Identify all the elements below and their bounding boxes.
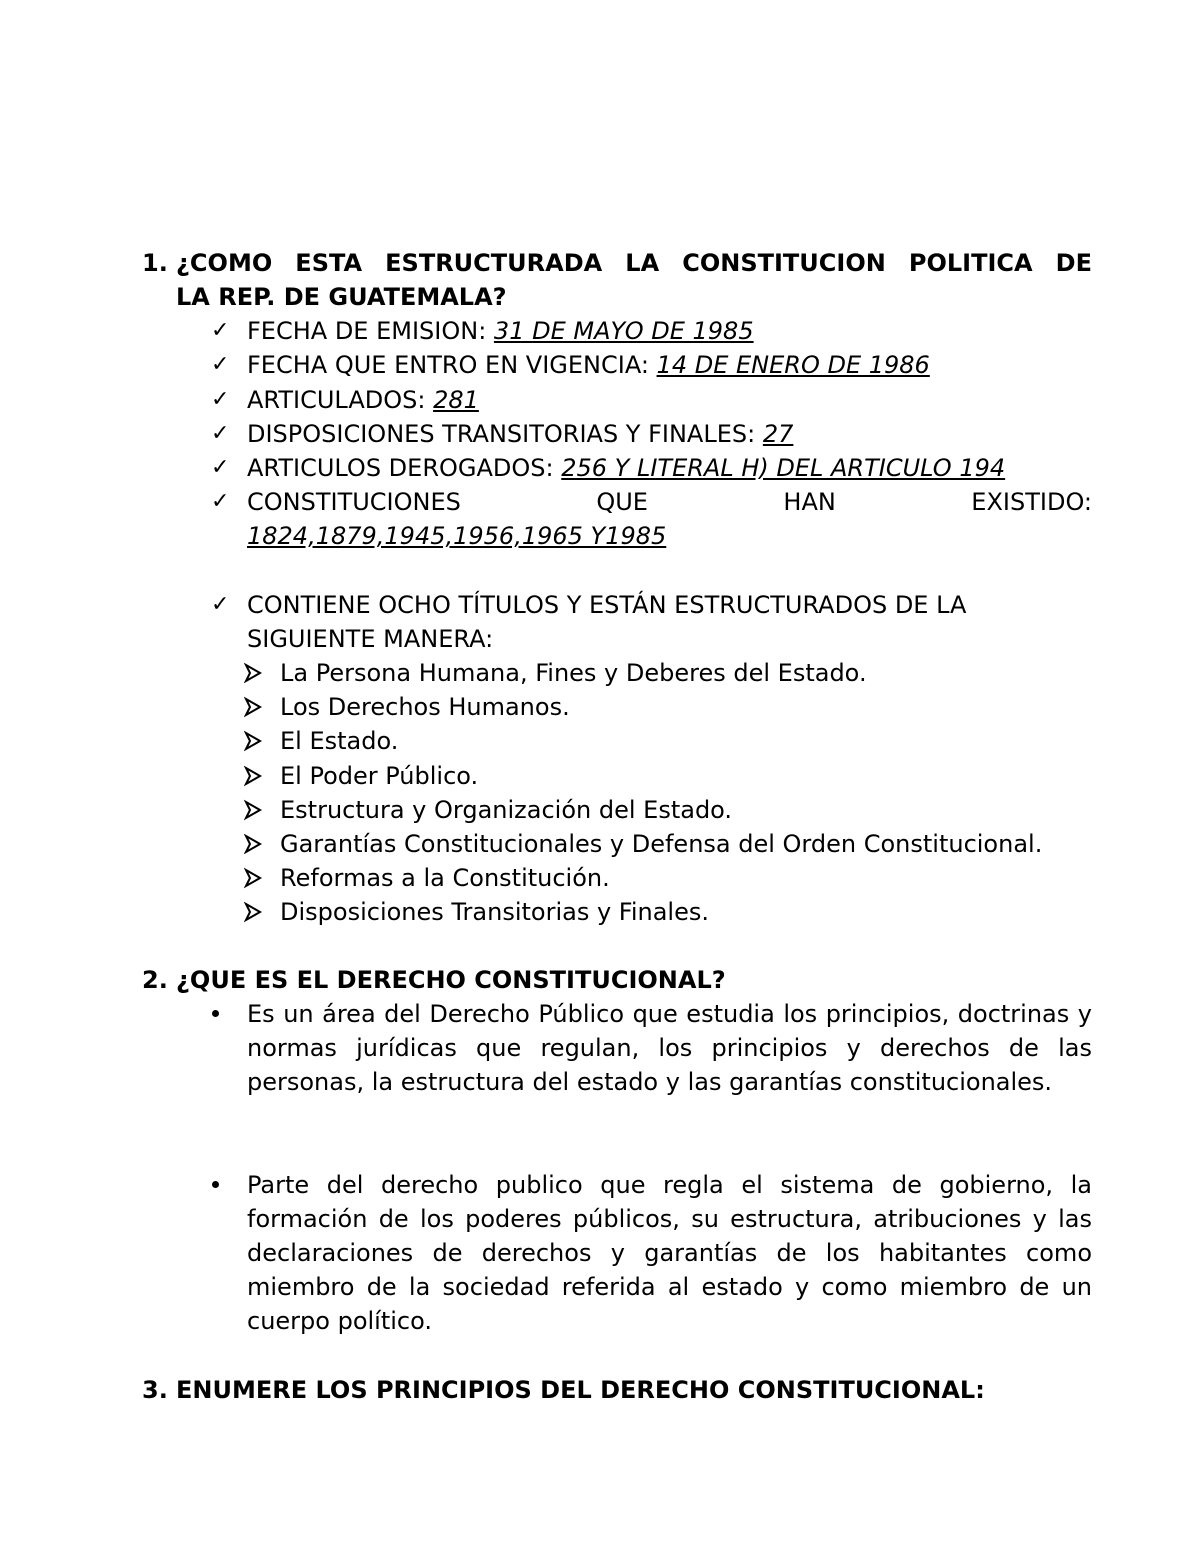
item-fecha-vigencia [247, 348, 930, 382]
item-label: DISPOSICIONES TRANSITORIAS Y FINALES: [247, 420, 763, 448]
title-list-item: Reformas a la Constitución. [280, 864, 610, 892]
check-icon: ✓ [211, 387, 230, 412]
item-value: 281 [433, 386, 479, 414]
q1-number: 1. [142, 249, 168, 277]
arrow-bullet-icon [244, 690, 262, 724]
q3-title: ENUMERE LOS PRINCIPIOS DEL DERECHO CONSTITUCIONAL: [176, 1376, 985, 1404]
item-constituciones-label: CONSTITUCIONES QUE HAN EXISTIDO: [247, 488, 1092, 516]
arrow-bullet-icon [244, 759, 262, 793]
check-icon: ✓ [211, 421, 230, 446]
check-icon: ✓ [211, 318, 230, 343]
item-value: 31 DE MAYO DE 1985 [493, 317, 754, 345]
item-label: ARTICULADOS: [247, 386, 434, 414]
contains-line1: CONTIENE OCHO TÍTULOS Y ESTÁN ESTRUCTURADOS DE LA [247, 591, 967, 619]
arrow-bullet-icon [244, 827, 262, 861]
title-list-item: Garantías Constitucionales y Defensa del Orden Constitucional. [280, 830, 1043, 858]
title-list-item: Los Derechos Humanos. [280, 693, 570, 721]
item-value: 14 DE ENERO DE 1986 [656, 351, 930, 379]
arrow-bullet-icon [244, 895, 262, 929]
definition-1: Es un área del Derecho Público que estudia los principios, doctrinas y normas jurídicas que regulan, los principios y derechos de las personas, la estructura del estado y las garantías constitucionales. [247, 1000, 1092, 1096]
item-label: FECHA DE EMISION: [247, 317, 494, 345]
arrow-bullet-icon [244, 861, 262, 895]
item-label: FECHA QUE ENTRO EN VIGENCIA: [247, 351, 657, 379]
bullet-icon [212, 1010, 219, 1017]
q3-number: 3. [142, 1376, 168, 1404]
contains-line2: SIGUIENTE MANERA: [247, 625, 494, 653]
item-label: ARTICULOS DEROGADOS: [247, 454, 562, 482]
item-value: 256 Y LITERAL H) DEL ARTICULO 194 [561, 454, 1006, 482]
q2-title: ¿QUE ES EL DERECHO CONSTITUCIONAL? [176, 966, 726, 994]
check-icon: ✓ [211, 352, 230, 377]
q1-title-line2: LA REP. DE GUATEMALA? [176, 283, 507, 311]
bullet-icon [212, 1181, 219, 1188]
title-list-item: El Poder Público. [280, 762, 479, 790]
title-list-item: El Estado. [280, 727, 399, 755]
item-value: 27 [762, 420, 794, 448]
item-articulados [247, 383, 479, 417]
arrow-bullet-icon [244, 724, 262, 758]
title-list-item: Disposiciones Transitorias y Finales. [280, 898, 709, 926]
item-articulos-derogados [247, 451, 1005, 485]
check-icon: ✓ [211, 455, 230, 480]
title-list-item: La Persona Humana, Fines y Deberes del Estado. [280, 659, 867, 687]
definition-2: Parte del derecho publico que regla el sistema de gobierno, la formación de los poderes públicos, su estructura, atribuciones y las declaraciones de derechos y garantías de los habitantes como miembro de la sociedad referida al estado y como miembro de un cuerpo político. [247, 1171, 1092, 1335]
q2-number: 2. [142, 966, 168, 994]
item-constituciones-value: 1824,1879,1945,1956,1965 Y1985 [247, 522, 667, 550]
q1-title-line1: ¿COMO ESTA ESTRUCTURADA LA CONSTITUCION POLITICA DE [176, 249, 1092, 277]
item-disposiciones [247, 417, 793, 451]
check-icon: ✓ [211, 489, 230, 514]
title-list-item: Estructura y Organización del Estado. [280, 796, 733, 824]
arrow-bullet-icon [244, 656, 262, 690]
check-icon: ✓ [211, 592, 230, 617]
arrow-bullet-icon [244, 793, 262, 827]
item-fecha-emision [247, 314, 754, 348]
